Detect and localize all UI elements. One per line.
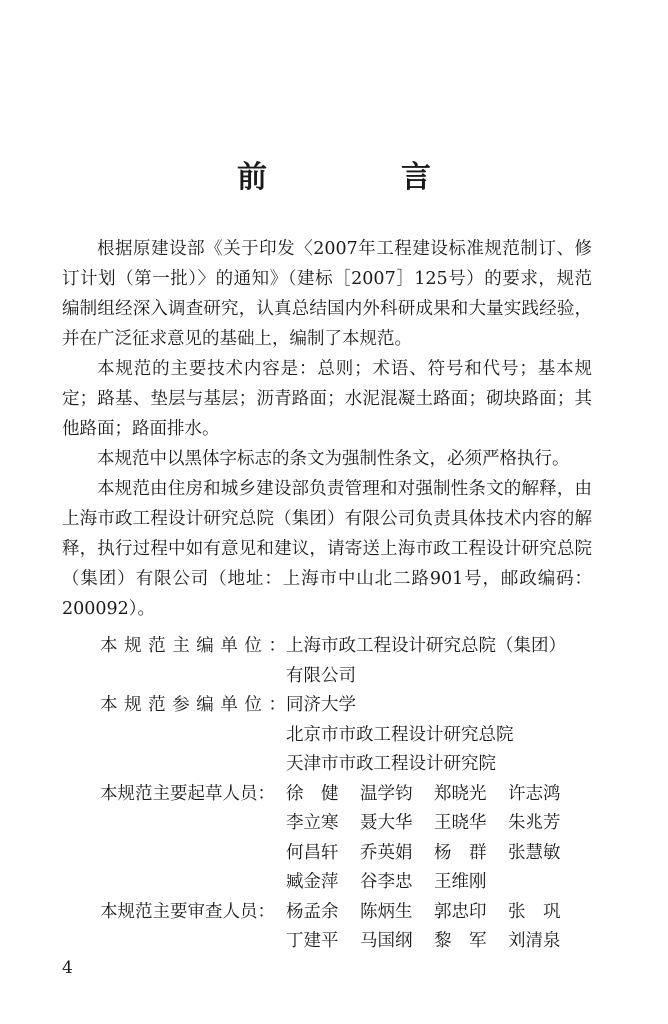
credit-label: 本规范主要起草人员： [100, 783, 275, 804]
credit-chief-editor [100, 632, 600, 691]
preface-body [62, 234, 592, 624]
person-name: 何昌轩 [286, 842, 339, 863]
person-name: 臧金萍 [286, 872, 339, 892]
person-name: 丁建平 [286, 931, 339, 951]
person-name: 张 巩 [508, 901, 561, 922]
person-name: 王维刚 [434, 872, 487, 892]
paragraph-technical-content: 本规范的主要技术内容是：总则；术语、符号和代号；基本规定；路基、垫层与基层；沥青路面；水泥混凝土路面；砌块路面；其他路面；路面排水。 [62, 359, 592, 439]
person-name: 杨 群 [434, 842, 487, 863]
person-name: 陈炳生 [360, 901, 413, 922]
person-name: 张慧敏 [508, 842, 561, 863]
paragraph-mandatory-clauses: 本规范中以黑体字标志的条文为强制性条文，必须严格执行。 [97, 449, 570, 469]
person-name: 郑晓光 [434, 783, 487, 804]
person-name: 乔英娟 [360, 842, 413, 863]
page-number: 4 [62, 958, 73, 978]
drafter-names [286, 780, 600, 898]
person-name: 徐 健 [286, 783, 339, 804]
person-name: 温学钧 [360, 783, 413, 804]
person-name: 朱兆芳 [508, 813, 561, 833]
credits-block [100, 632, 600, 957]
person-name: 谷李忠 [360, 872, 413, 892]
credit-drafters [100, 780, 600, 898]
credit-values [286, 632, 600, 691]
credit-unit: 有限公司 [286, 665, 356, 686]
person-name: 李立寒 [286, 813, 339, 833]
page-title: 前 言 [237, 160, 483, 195]
person-name: 马国纲 [360, 931, 413, 951]
reviewer-names [286, 898, 600, 957]
paragraph-basis: 根据原建设部《关于印发〈2007年工程建设标准规范制订、修订计划（第一批）〉的通知》（建标［2007］125号）的要求，规范编制组经深入调查研究，认真总结国内外科研成果和大量实践经验，并在广泛征求意见的基础上，编制了本规范。 [62, 239, 592, 349]
person-name: 杨孟余 [286, 901, 339, 922]
paragraph-management: 本规范由住房和城乡建设部负责管理和对强制性条文的解释，由上海市政工程设计研究总院（集团）有限公司负责具体技术内容的解释，执行过程中如有意见和建议，请寄送上海市政工程设计研究总院（集团）有限公司（地址：上海市中山北二路901号，邮政编码：200092）。 [62, 479, 592, 619]
person-name: 许志鸿 [508, 783, 561, 804]
credit-label: 本规范主编单位： [100, 636, 286, 656]
person-name: 黎 军 [434, 931, 487, 951]
credit-co-editors [100, 691, 600, 780]
person-name: 郭忠印 [434, 901, 487, 922]
person-name: 刘清泉 [508, 931, 561, 951]
credit-reviewers [100, 898, 600, 957]
credit-label: 本规范参编单位： [100, 695, 286, 715]
credit-unit: 同济大学 [286, 695, 356, 715]
credit-unit: 天津市市政工程设计研究院 [286, 754, 496, 774]
person-name: 王晓华 [434, 813, 487, 833]
credit-values [286, 691, 600, 780]
credit-label: 本规范主要审查人员： [100, 901, 275, 922]
credit-unit: 上海市政工程设计研究总院（集团） [286, 636, 566, 656]
person-name: 聂大华 [360, 813, 413, 833]
credit-unit: 北京市市政工程设计研究总院 [286, 724, 514, 745]
